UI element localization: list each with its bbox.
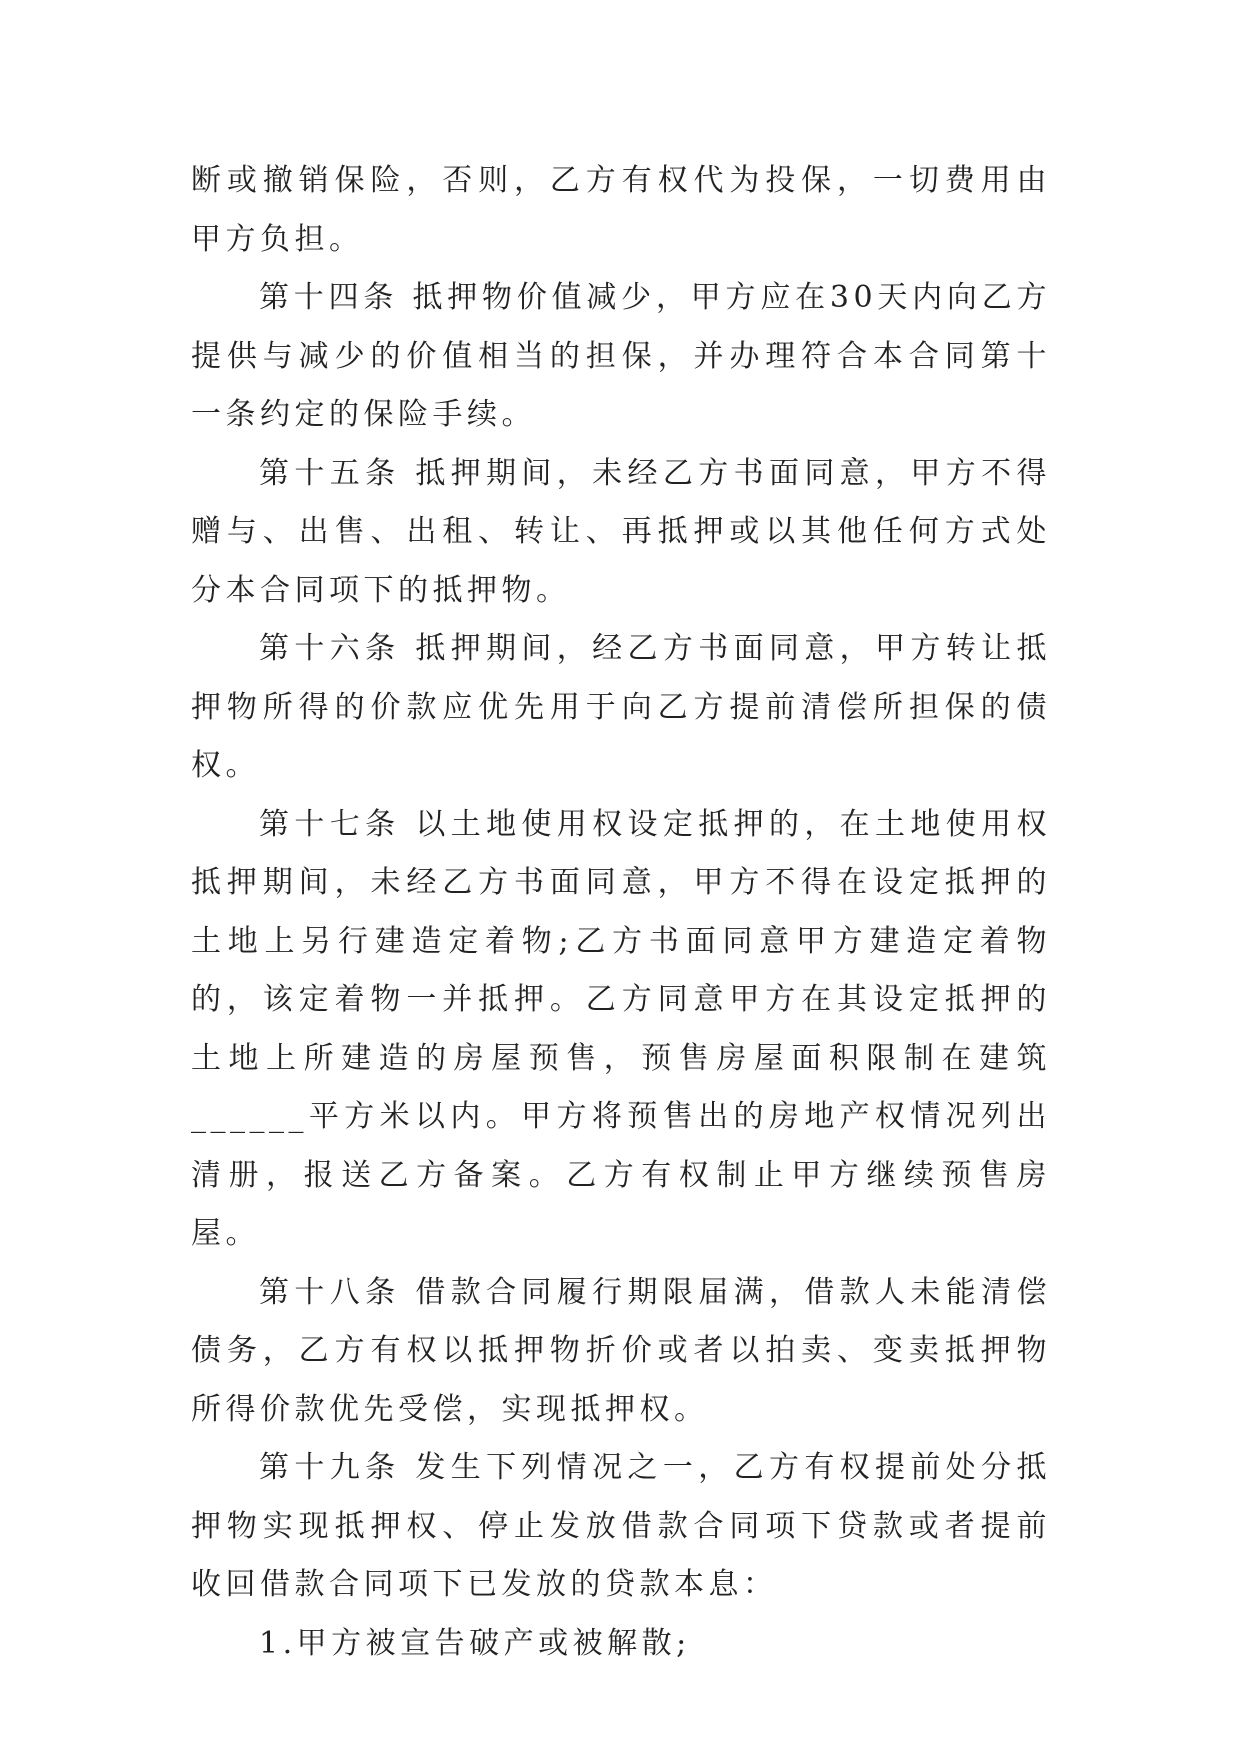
list-item-1: 1.甲方被宣告破产或被解散; — [259, 1625, 691, 1661]
paragraph-article-18: 第十八条 借款合同履行期限届满，借款人未能清偿债务，乙方有权以抵押物折价或者以拍卖、变卖抵押物所得价款优先受偿，实现抵押权。 — [191, 1274, 1051, 1427]
paragraph-article-16: 第十六条 抵押期间，经乙方书面同意，甲方转让抵押物所得的价款应优先用于向乙方提前清偿所担保的债权。 — [191, 631, 1051, 783]
document-body — [191, 152, 1051, 1673]
paragraph-article-19: 第十九条 发生下列情况之一，乙方有权提前处分抵押物实现抵押权、停止发放借款合同项下贷款或者提前收回借款合同项下已发放的贷款本息： — [191, 1450, 1051, 1602]
paragraph-article-17: 第十七条 以土地使用权设定抵押的，在土地使用权抵押期间，未经乙方书面同意，甲方不得在设定抵押的土地上另行建造定着物;乙方书面同意甲方建造定着物的，该定着物一并抵押。乙方同意甲方在其设定抵押的土地上所建造的房屋预售，预售房屋面积限制在建筑______平方米以内。甲方将预售出的房地产权情况列出清册，报送乙方备案。乙方有权制止甲方继续预售房屋。 — [191, 806, 1051, 1251]
paragraph-insurance-continuation: 断或撤销保险，否则，乙方有权代为投保，一切费用由甲方负担。 — [191, 163, 1051, 257]
paragraph-article-14: 第十四条 抵押物价值减少，甲方应在30天内向乙方提供与减少的价值相当的担保，并办理符合本合同第十一条约定的保险手续。 — [191, 280, 1051, 432]
paragraph-article-15: 第十五条 抵押期间，未经乙方书面同意，甲方不得赠与、出售、出租、转让、再抵押或以其他任何方式处分本合同项下的抵押物。 — [191, 455, 1051, 608]
